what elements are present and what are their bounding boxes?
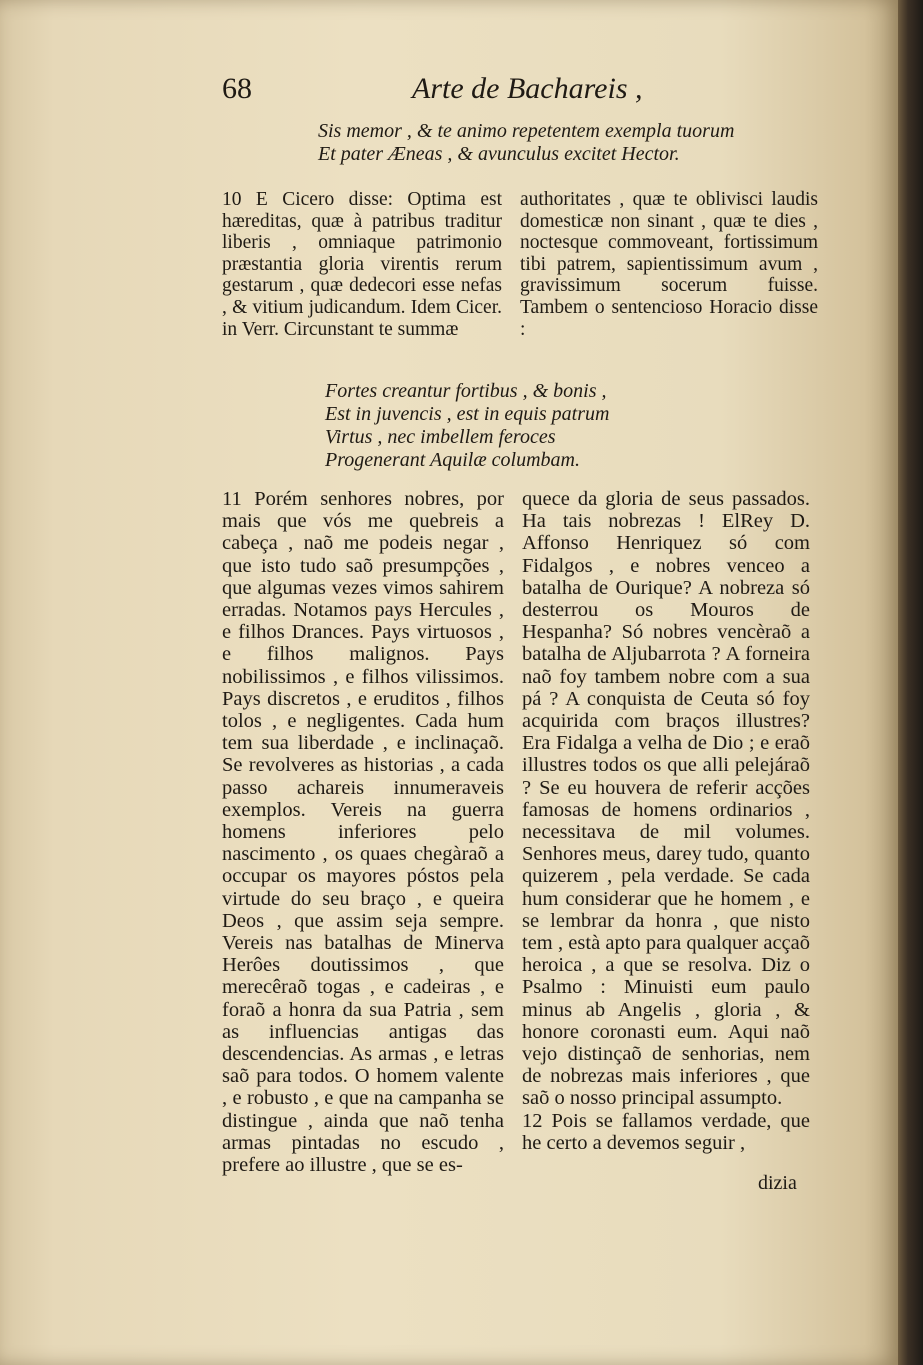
book-spine (898, 0, 923, 1365)
catchword: dizia (758, 1172, 797, 1194)
verse-line: Et pater Æneas , & avunculus excitet Hector. (318, 143, 680, 165)
latin-verse-quote (318, 120, 818, 166)
paragraph-12-text: 12 Pois se fallamos verdade, que he certo a devemos seguir , (522, 1109, 810, 1154)
verse-line: Est in juvencis , est in equis patrum (325, 403, 610, 425)
paragraph-10-left (222, 189, 502, 340)
page-number: 68 (222, 72, 252, 105)
verse-line: Virtus , nec imbellem feroces (325, 426, 556, 448)
horace-verse-quote (325, 380, 725, 472)
verse-line: Fortes creantur fortibus , & bonis , (325, 380, 607, 402)
paragraph-10-right (520, 189, 818, 340)
paragraph-text: 11 Porém senhores nobres, por mais que vós me quebreis a cabeça , naõ me podeis negar , que isto tudo saõ presumpções , que algumas vezes vimos sahirem erradas. Notamos pays Hercules , e filhos Drances. Pays virtuosos , e filhos malignos. Pays nobilissimos , e filhos vilissimos. Pays discretos , e eruditos , filhos tolos , e negligentes. Cada hum tem sua liberdade , e inclinaçaõ. Se revolveres as historias , a cada passo achareis innumeraveis exemplos. Vereis na guerra homens inferiores pelo nascimento , os quaes chegàraõ a occupar os mayores póstos pela virtude do seu braço , e queira Deos , que assim seja sempre. Vereis nas batalhas de Minerva Herôes doutissimos , que merecêraõ togas , e cadeiras , e foraõ a honra da sua Patria , sem as influencias antigas das descendencias. As armas , e letras saõ para todos. O homem valente , e robusto , e que na campanha se distingue , ainda que naõ tenha armas pintadas no escudo , prefere ao illustre , que se es- (222, 488, 504, 1177)
paragraph-11-left (222, 488, 504, 1176)
paragraph-text: 10 E Cicero disse: Optima est hæreditas, quæ à patribus traditur liberis , omniaque patrimonio præstantia gloria virentis rerum gestarum , quæ dedecori esse nefas , & vitium judicandum. Idem Cicer. in Verr. Circunstant te summæ (222, 189, 502, 340)
running-header (222, 72, 822, 112)
paragraph-text: quece da gloria de seus passados. Ha tais nobrezas ! ElRey D. Affonso Henriquez só com Fidalgos , e nobres venceo a batalha de Ourique? A nobreza só desterrou os Mouros de Hespanha? Só nobres vencèraõ a batalha de Aljubarrota ? A forneira naõ foy tambem nobre com a sua pá ? A conquista de Ceuta só foy acquirida com braços illustres? Era Fidalga a velha de Dio ; e eraõ illustres todos os que alli pelejáraõ ? Se eu houvera de referir acções famosas de homens ordinarios , necessitava de mil volumes. Senhores meus, darey tudo, quanto quizerem , pela verdade. Se cada hum considerar que he homem , e se lembrar da honra , que nisto tem , està apto para qualquer acçaõ heroica , a que se resolva. Diz o Psalmo : Minuisti eum paulo minus ab Angelis , gloria , & honore coronasti eum. Aqui naõ vejo distinçaõ de senhorias, nem de nobrezas mais inferiores , que saõ o nosso principal assumpto. (522, 488, 810, 1110)
paragraph-11-right (522, 488, 810, 1154)
running-title: Arte de Bachareis , (412, 72, 643, 105)
verse-line: Progenerant Aquilæ columbam. (325, 449, 580, 471)
verse-line: Sis memor , & te animo repetentem exempla tuorum (318, 120, 735, 142)
paragraph-text: authoritates , quæ te oblivisci laudis domesticæ non sinant , quæ te dies , noctesque commoveant, fortissimum tibi patrem, sapientissimum avum , gravissimum socerum fuisse. Tambem o sentencioso Horacio disse : (520, 189, 818, 340)
